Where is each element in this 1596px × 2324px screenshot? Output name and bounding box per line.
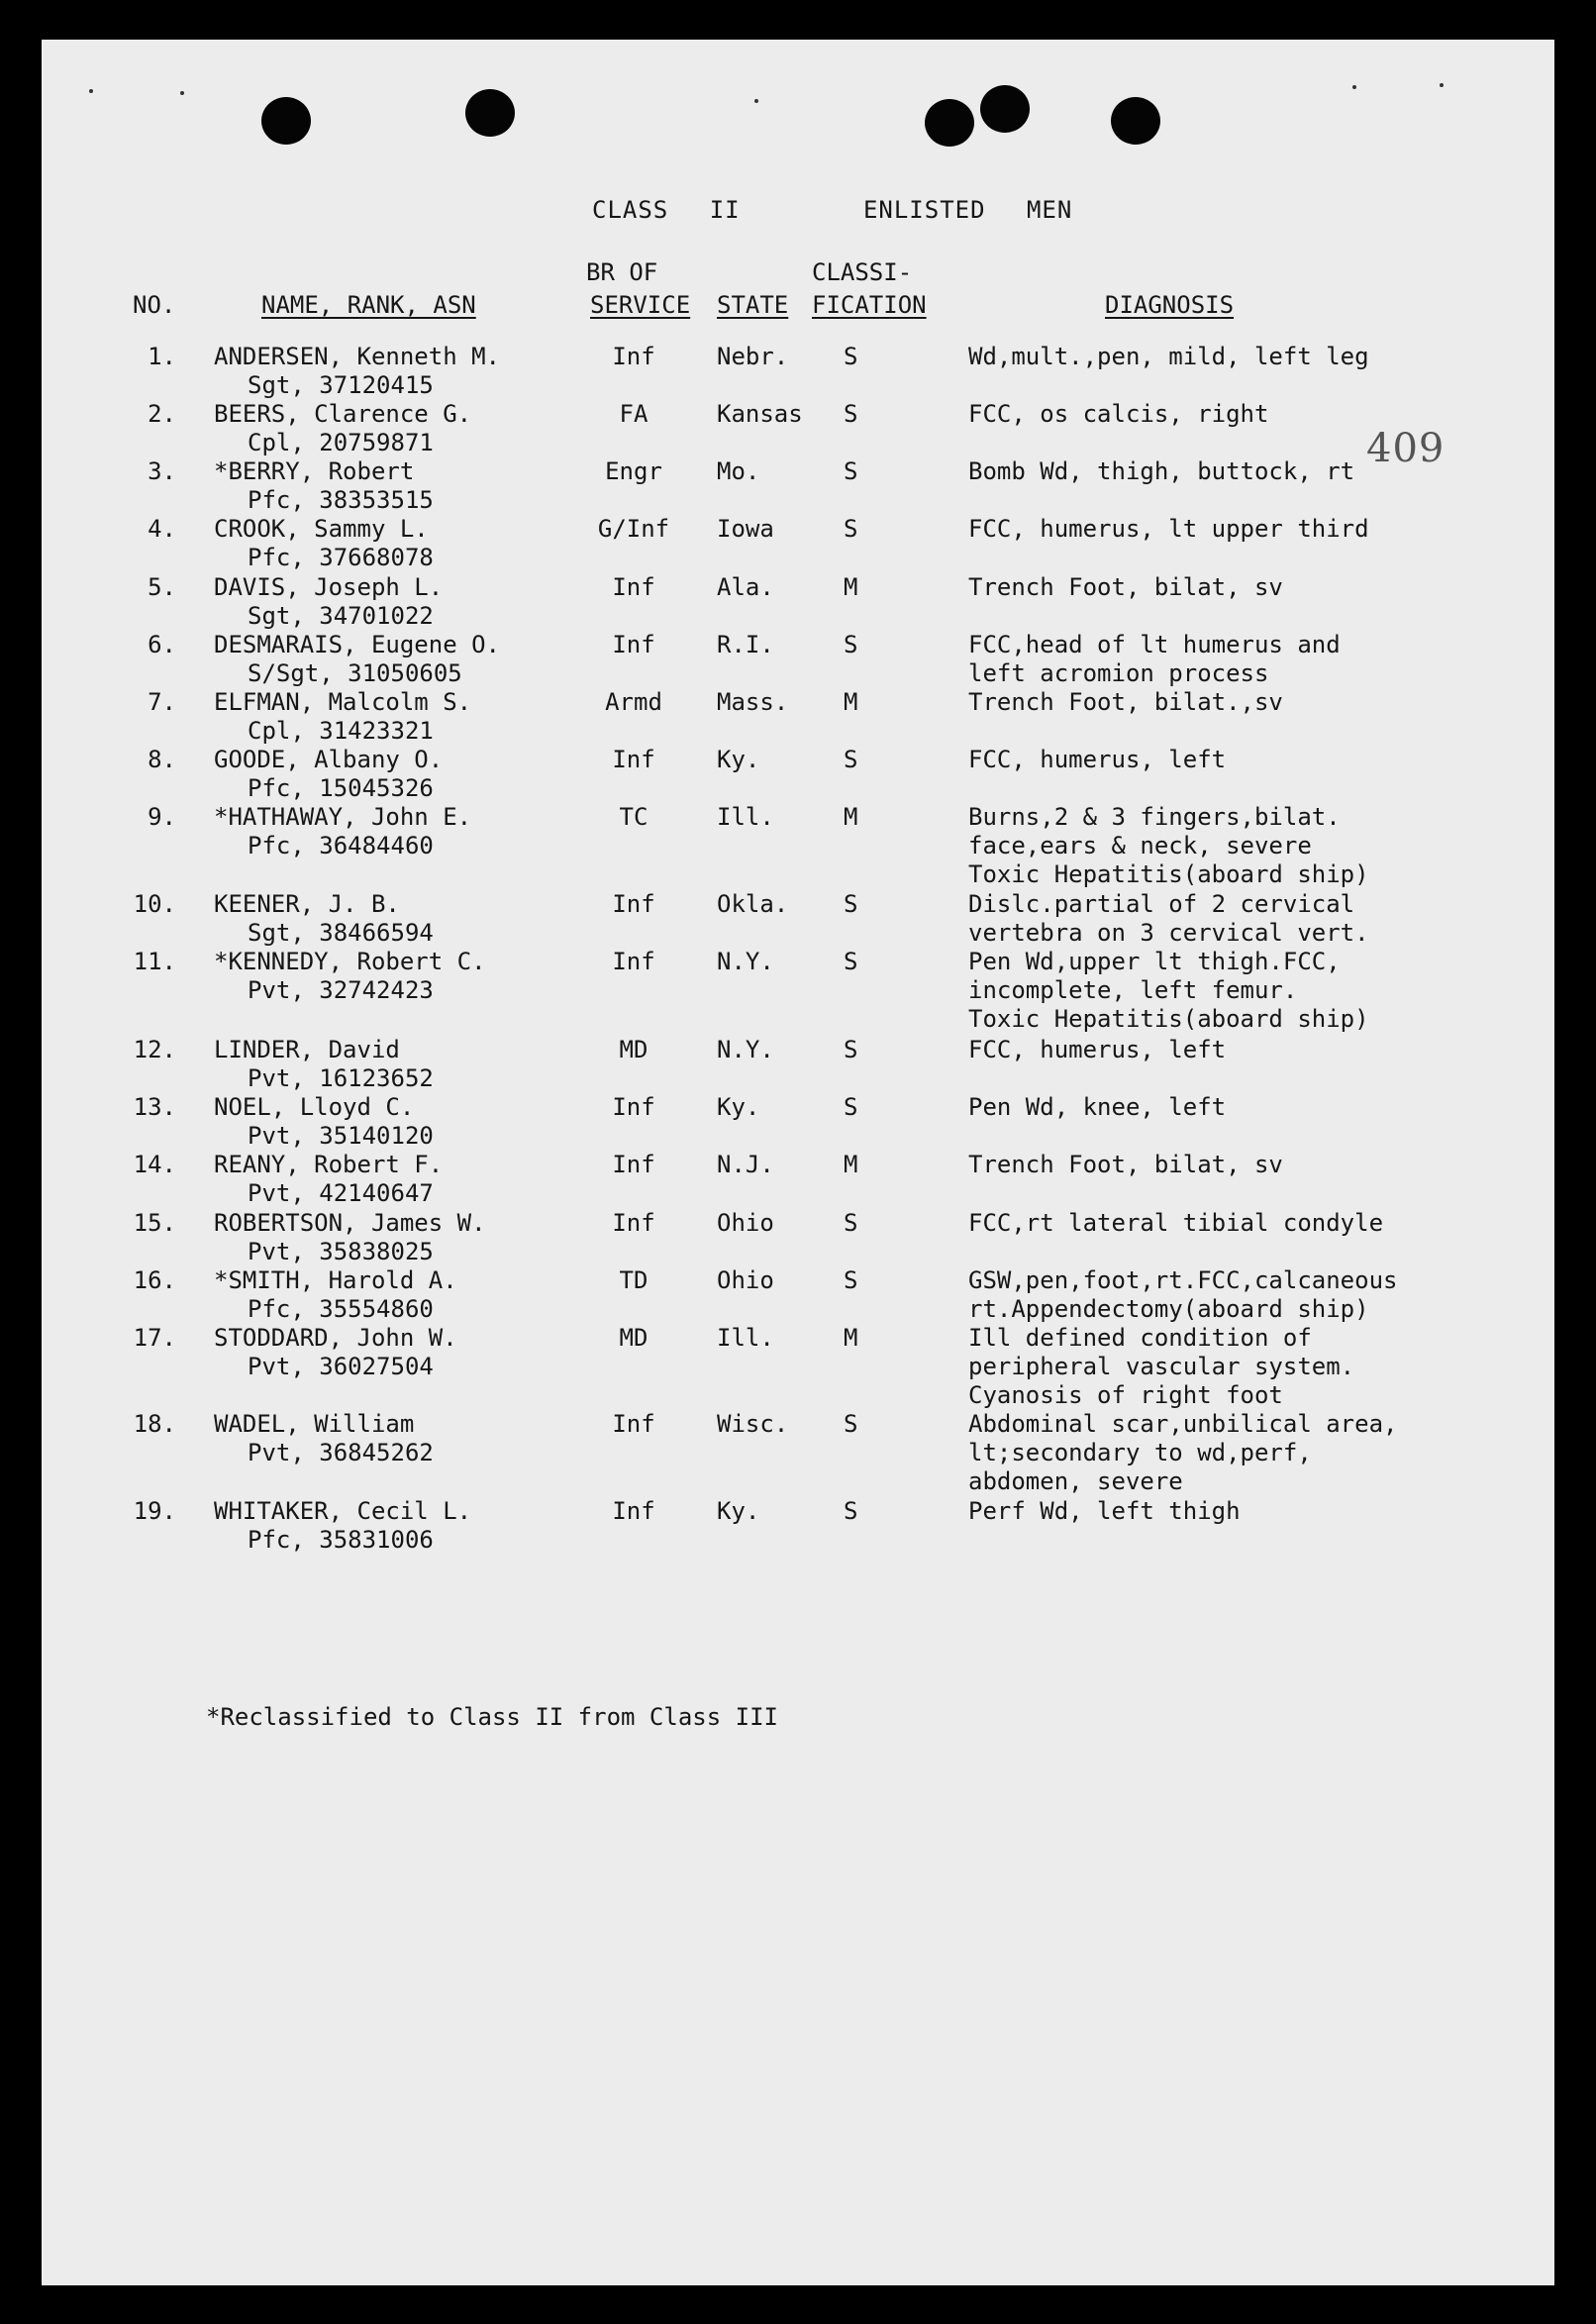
classification: S (844, 1410, 858, 1438)
rank-serial: Pfc, 36484460 (248, 832, 434, 859)
diagnosis-line: Toxic Hepatitis(aboard ship) (968, 1005, 1369, 1033)
row-number: 6. (148, 631, 176, 658)
rank-serial: Pfc, 35554860 (248, 1295, 434, 1323)
classification: S (844, 1209, 858, 1237)
row-number: 11. (133, 948, 176, 975)
branch-of-service: Inf (612, 1497, 655, 1525)
branch-of-service: TD (619, 1266, 648, 1294)
diagnosis-line: Abdominal scar,unbilical area, (968, 1410, 1398, 1438)
name-cell (214, 688, 471, 746)
name-cell (214, 746, 443, 803)
diagnosis-line: Ill defined condition of (968, 1324, 1312, 1352)
soldier-name: NOEL, Lloyd C. (214, 1093, 415, 1121)
soldier-name: *KENNEDY, Robert C. (214, 948, 486, 975)
name-cell (214, 803, 471, 860)
diagnosis-line: FCC, humerus, left (968, 746, 1227, 773)
classification: S (844, 1497, 858, 1525)
rank-serial: S/Sgt, 31050605 (248, 659, 462, 687)
rank-serial: Pvt, 32742423 (248, 976, 434, 1004)
soldier-name: DAVIS, Joseph L. (214, 573, 444, 601)
branch-of-service: Inf (612, 573, 655, 601)
diagnosis-line: Trench Foot, bilat.,sv (968, 688, 1283, 716)
soldier-name: WADEL, William (214, 1410, 415, 1438)
rank-serial: Cpl, 31423321 (248, 717, 434, 745)
row-number: 13. (133, 1093, 176, 1121)
header-state: STATE (717, 291, 789, 319)
classification: S (844, 890, 858, 918)
rank-serial: Sgt, 34701022 (248, 602, 434, 630)
state: Kansas (717, 400, 803, 428)
row-number: 2. (148, 400, 176, 428)
diagnosis-line: incomplete, left femur. (968, 976, 1298, 1004)
classification: S (844, 343, 858, 370)
header-no: NO. (133, 291, 176, 319)
name-cell (214, 1410, 434, 1467)
soldier-name: *BERRY, Robert (214, 457, 415, 485)
diagnosis-line: Bomb Wd, thigh, buttock, rt (968, 457, 1355, 485)
rank-serial: Pvt, 36027504 (248, 1353, 434, 1380)
name-cell (214, 1093, 434, 1151)
diagnosis-line: Pen Wd,upper lt thigh.FCC, (968, 948, 1341, 975)
soldier-name: ROBERTSON, James W. (214, 1209, 486, 1237)
classification: S (844, 1036, 858, 1063)
state: Ky. (717, 1497, 760, 1525)
footnote: *Reclassified to Class II from Class III (206, 1703, 778, 1731)
diagnosis-line: GSW,pen,foot,rt.FCC,calcaneous (968, 1266, 1398, 1294)
soldier-name: CROOK, Sammy L. (214, 515, 429, 543)
state: Mass. (717, 688, 789, 716)
punch-hole (925, 99, 974, 147)
diagnosis-cell (968, 688, 1283, 717)
soldier-name: ELFMAN, Malcolm S. (214, 688, 472, 716)
soldier-name: WHITAKER, Cecil L. (214, 1497, 472, 1525)
branch-of-service: Armd (605, 688, 662, 716)
name-cell (214, 400, 471, 457)
name-cell (214, 515, 434, 572)
state: Okla. (717, 890, 789, 918)
branch-of-service: Inf (612, 1151, 655, 1178)
classification: S (844, 1266, 858, 1294)
diagnosis-cell (968, 1410, 1397, 1496)
speck (180, 91, 184, 95)
diagnosis-line: face,ears & neck, severe (968, 832, 1312, 859)
row-number: 12. (133, 1036, 176, 1063)
row-number: 8. (148, 746, 176, 773)
rank-serial: Pvt, 36845262 (248, 1439, 434, 1466)
diagnosis-cell (968, 573, 1283, 602)
branch-of-service: MD (619, 1324, 648, 1352)
diagnosis-cell (968, 948, 1369, 1034)
state: Ill. (717, 803, 774, 831)
classification: M (844, 803, 858, 831)
diagnosis-cell (968, 1151, 1283, 1179)
punch-hole (261, 97, 311, 145)
row-number: 9. (148, 803, 176, 831)
state: Ky. (717, 1093, 760, 1121)
name-cell (214, 1151, 443, 1208)
diagnosis-line: FCC, humerus, left (968, 1036, 1227, 1063)
diagnosis-cell (968, 1497, 1241, 1526)
page-number: 409 (1366, 426, 1446, 471)
name-cell (214, 890, 434, 948)
name-cell (214, 1324, 457, 1381)
name-cell (214, 1266, 457, 1324)
rank-serial: Pfc, 35831006 (248, 1526, 434, 1554)
name-cell (214, 948, 486, 1005)
soldier-name: ANDERSEN, Kenneth M. (214, 343, 500, 370)
classification: S (844, 457, 858, 485)
branch-of-service: Inf (612, 343, 655, 370)
diagnosis-line: rt.Appendectomy(aboard ship) (968, 1295, 1369, 1323)
state: Ky. (717, 746, 760, 773)
soldier-name: BEERS, Clarence G. (214, 400, 472, 428)
diagnosis-cell (968, 746, 1226, 774)
rank-serial: Cpl, 20759871 (248, 429, 434, 456)
branch-of-service: FA (619, 400, 648, 428)
rank-serial: Pvt, 35140120 (248, 1122, 434, 1150)
diagnosis-line: abdomen, severe (968, 1467, 1183, 1495)
state: Ohio (717, 1209, 774, 1237)
branch-of-service: Inf (612, 1410, 655, 1438)
diagnosis-cell (968, 343, 1369, 371)
header-branch-top: BR OF (586, 258, 658, 286)
speck (1352, 85, 1356, 89)
document-page (42, 40, 1554, 2285)
branch-of-service: MD (619, 1036, 648, 1063)
state: N.Y. (717, 948, 774, 975)
name-cell (214, 1036, 434, 1093)
diagnosis-line: Perf Wd, left thigh (968, 1497, 1241, 1525)
diagnosis-cell (968, 515, 1369, 544)
soldier-name: *HATHAWAY, John E. (214, 803, 472, 831)
soldier-name: KEENER, J. B. (214, 890, 400, 918)
diagnosis-cell (968, 1324, 1354, 1410)
soldier-name: REANY, Robert F. (214, 1151, 444, 1178)
row-number: 17. (133, 1324, 176, 1352)
classification: S (844, 746, 858, 773)
soldier-name: DESMARAIS, Eugene O. (214, 631, 500, 658)
diagnosis-line: Dislc.partial of 2 cervical (968, 890, 1355, 918)
branch-of-service: Inf (612, 1093, 655, 1121)
classification: M (844, 1151, 858, 1178)
rank-serial: Pvt, 35838025 (248, 1238, 434, 1265)
soldier-name: STODDARD, John W. (214, 1324, 457, 1352)
rank-serial: Pfc, 38353515 (248, 486, 434, 514)
name-cell (214, 457, 434, 515)
diagnosis-cell (968, 1093, 1226, 1122)
state: N.Y. (717, 1036, 774, 1063)
punch-hole (1111, 97, 1160, 145)
header-diagnosis: DIAGNOSIS (1105, 291, 1235, 319)
diagnosis-line: Cyanosis of right foot (968, 1381, 1283, 1409)
branch-of-service: Inf (612, 948, 655, 975)
name-cell (214, 1209, 486, 1266)
diagnosis-line: Burns,2 & 3 fingers,bilat. (968, 803, 1341, 831)
branch-of-service: Inf (612, 746, 655, 773)
diagnosis-cell (968, 1209, 1383, 1238)
row-number: 5. (148, 573, 176, 601)
state: Ohio (717, 1266, 774, 1294)
state: N.J. (717, 1151, 774, 1178)
punch-hole (465, 89, 515, 137)
header-branch-bottom: SERVICE (590, 291, 691, 319)
diagnosis-line: peripheral vascular system. (968, 1353, 1355, 1380)
state: Ala. (717, 573, 774, 601)
state: Mo. (717, 457, 760, 485)
soldier-name: LINDER, David (214, 1036, 400, 1063)
row-number: 4. (148, 515, 176, 543)
header-class-bottom: FICATION (812, 291, 927, 319)
diagnosis-line: Toxic Hepatitis(aboard ship) (968, 860, 1369, 888)
diagnosis-line: lt;secondary to wd,perf, (968, 1439, 1312, 1466)
name-cell (214, 1497, 471, 1555)
classification: S (844, 948, 858, 975)
branch-of-service: TC (619, 803, 648, 831)
diagnosis-line: vertebra on 3 cervical vert. (968, 919, 1369, 947)
classification: M (844, 573, 858, 601)
page-title: CLASS II ENLISTED MEN (592, 196, 1073, 224)
diagnosis-cell (968, 1036, 1226, 1064)
rank-serial: Pvt, 42140647 (248, 1179, 434, 1207)
row-number: 16. (133, 1266, 176, 1294)
classification: S (844, 400, 858, 428)
diagnosis-line: Pen Wd, knee, left (968, 1093, 1227, 1121)
row-number: 14. (133, 1151, 176, 1178)
state: Iowa (717, 515, 774, 543)
row-number: 3. (148, 457, 176, 485)
state: Wisc. (717, 1410, 789, 1438)
name-cell (214, 631, 500, 688)
diagnosis-cell (968, 803, 1369, 889)
row-number: 15. (133, 1209, 176, 1237)
rank-serial: Pfc, 15045326 (248, 774, 434, 802)
speck (754, 99, 758, 103)
speck (1440, 83, 1444, 87)
diagnosis-line: FCC,head of lt humerus and (968, 631, 1341, 658)
diagnosis-line: FCC,rt lateral tibial condyle (968, 1209, 1384, 1237)
classification: S (844, 515, 858, 543)
state: Nebr. (717, 343, 789, 370)
diagnosis-line: Trench Foot, bilat, sv (968, 573, 1283, 601)
branch-of-service: G/Inf (597, 515, 670, 543)
state: Ill. (717, 1324, 774, 1352)
diagnosis-cell (968, 631, 1341, 688)
rank-serial: Sgt, 38466594 (248, 919, 434, 947)
state: R.I. (717, 631, 774, 658)
diagnosis-cell (968, 1266, 1397, 1324)
row-number: 18. (133, 1410, 176, 1438)
classification: M (844, 688, 858, 716)
diagnosis-line: Trench Foot, bilat, sv (968, 1151, 1283, 1178)
row-number: 10. (133, 890, 176, 918)
rank-serial: Sgt, 37120415 (248, 371, 434, 399)
row-number: 1. (148, 343, 176, 370)
header-name: NAME, RANK, ASN (261, 291, 476, 319)
diagnosis-cell (968, 457, 1354, 486)
row-number: 7. (148, 688, 176, 716)
speck (89, 89, 93, 93)
branch-of-service: Inf (612, 890, 655, 918)
diagnosis-line: FCC, humerus, lt upper third (968, 515, 1369, 543)
diagnosis-line: left acromion process (968, 659, 1269, 687)
soldier-name: *SMITH, Harold A. (214, 1266, 457, 1294)
classification: M (844, 1324, 858, 1352)
name-cell (214, 573, 443, 631)
diagnosis-line: FCC, os calcis, right (968, 400, 1269, 428)
classification: S (844, 631, 858, 658)
diagnosis-cell (968, 890, 1369, 948)
punch-hole (980, 85, 1030, 133)
diagnosis-cell (968, 400, 1268, 429)
rank-serial: Pfc, 37668078 (248, 544, 434, 571)
classification: S (844, 1093, 858, 1121)
branch-of-service: Engr (605, 457, 662, 485)
diagnosis-line: Wd,mult.,pen, mild, left leg (968, 343, 1369, 370)
name-cell (214, 343, 500, 400)
rank-serial: Pvt, 16123652 (248, 1064, 434, 1092)
row-number: 19. (133, 1497, 176, 1525)
branch-of-service: Inf (612, 631, 655, 658)
soldier-name: GOODE, Albany O. (214, 746, 444, 773)
branch-of-service: Inf (612, 1209, 655, 1237)
header-class-top: CLASSI- (812, 258, 913, 286)
